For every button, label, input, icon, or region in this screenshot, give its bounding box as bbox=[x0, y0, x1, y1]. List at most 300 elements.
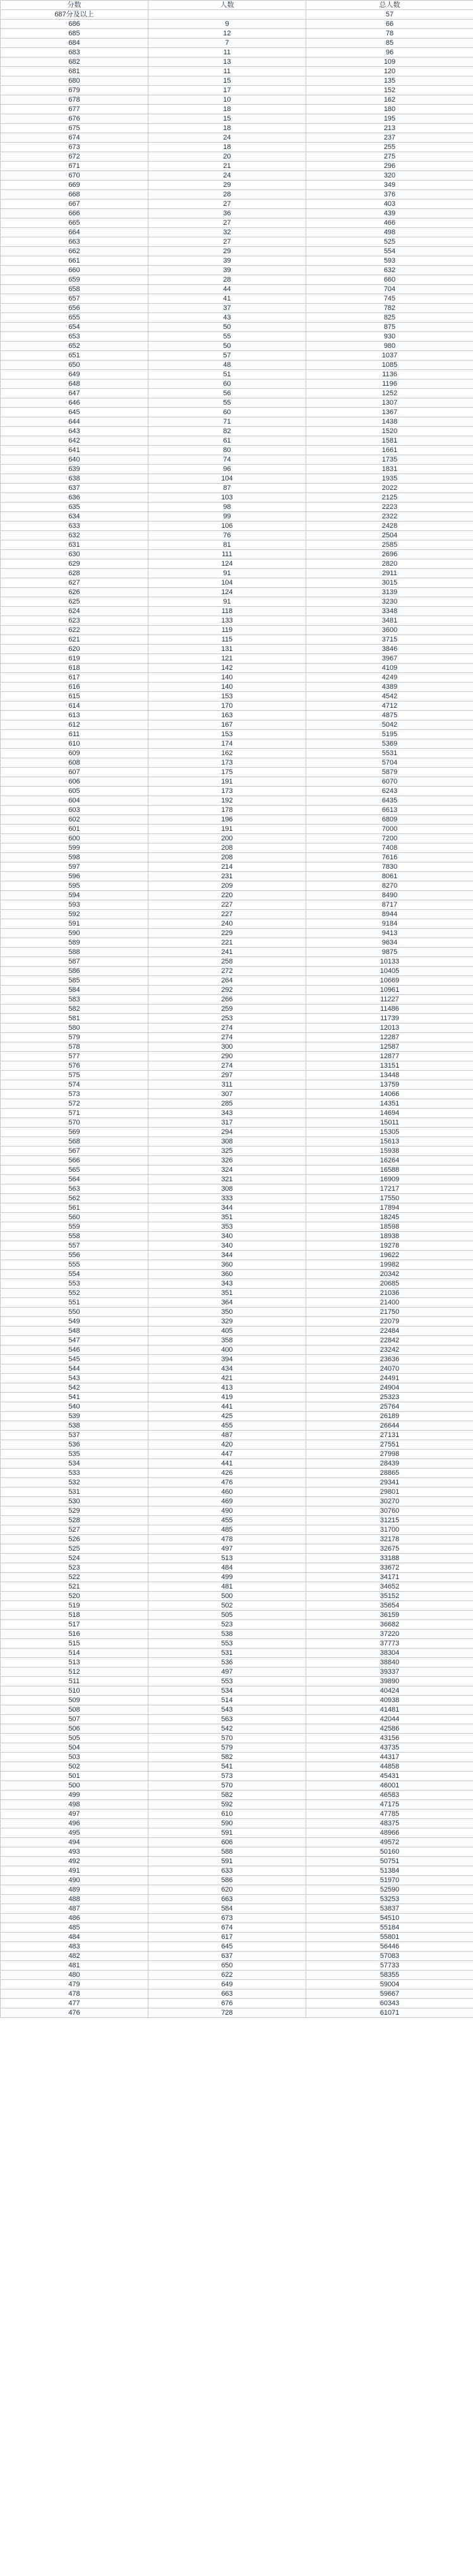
score-cell: 641 bbox=[1, 446, 148, 455]
count-cell: 497 bbox=[148, 1544, 306, 1554]
count-cell: 258 bbox=[148, 957, 306, 967]
total-cell: 9413 bbox=[306, 929, 473, 938]
total-cell: 3481 bbox=[306, 616, 473, 626]
total-cell: 10133 bbox=[306, 957, 473, 967]
score-cell: 526 bbox=[1, 1535, 148, 1544]
total-cell: 53837 bbox=[306, 1904, 473, 1914]
table-row bbox=[1, 1005, 473, 1014]
score-cell: 613 bbox=[1, 711, 148, 720]
score-cell: 500 bbox=[1, 1781, 148, 1791]
count-cell: 582 bbox=[148, 1791, 306, 1800]
score-cell: 542 bbox=[1, 1383, 148, 1393]
score-cell: 672 bbox=[1, 152, 148, 162]
score-cell: 547 bbox=[1, 1336, 148, 1345]
table-row bbox=[1, 351, 473, 361]
table-row bbox=[1, 531, 473, 540]
count-cell: 27 bbox=[148, 218, 306, 228]
table-row bbox=[1, 133, 473, 143]
table-row bbox=[1, 1109, 473, 1118]
total-cell: 439 bbox=[306, 209, 473, 218]
count-cell: 80 bbox=[148, 446, 306, 455]
total-cell: 12587 bbox=[306, 1042, 473, 1052]
score-cell: 597 bbox=[1, 862, 148, 872]
total-cell: 3230 bbox=[306, 597, 473, 607]
count-cell: 28 bbox=[148, 275, 306, 285]
total-cell: 35152 bbox=[306, 1592, 473, 1601]
count-cell: 584 bbox=[148, 1904, 306, 1914]
count-cell: 18 bbox=[148, 143, 306, 152]
count-cell: 353 bbox=[148, 1222, 306, 1232]
count-cell: 11 bbox=[148, 67, 306, 76]
total-cell: 6435 bbox=[306, 796, 473, 806]
count-cell: 253 bbox=[148, 1014, 306, 1023]
count-cell: 82 bbox=[148, 427, 306, 436]
count-cell: 50 bbox=[148, 342, 306, 351]
total-cell: 180 bbox=[306, 105, 473, 114]
count-cell: 421 bbox=[148, 1374, 306, 1383]
table-row bbox=[1, 635, 473, 645]
table-row bbox=[1, 844, 473, 853]
total-cell: 13151 bbox=[306, 1061, 473, 1071]
total-cell: 29341 bbox=[306, 1478, 473, 1488]
count-cell: 131 bbox=[148, 645, 306, 654]
score-cell: 517 bbox=[1, 1620, 148, 1630]
total-cell: 78 bbox=[306, 29, 473, 39]
score-cell: 562 bbox=[1, 1194, 148, 1203]
score-cell: 566 bbox=[1, 1156, 148, 1166]
count-cell: 36 bbox=[148, 209, 306, 218]
count-cell: 333 bbox=[148, 1194, 306, 1203]
count-cell: 240 bbox=[148, 919, 306, 929]
table-row bbox=[1, 332, 473, 342]
score-cell: 676 bbox=[1, 114, 148, 124]
score-cell: 521 bbox=[1, 1582, 148, 1592]
count-cell: 534 bbox=[148, 1686, 306, 1696]
table-row bbox=[1, 1866, 473, 1876]
count-cell: 645 bbox=[148, 1942, 306, 1952]
total-cell: 1438 bbox=[306, 417, 473, 427]
table-row bbox=[1, 1308, 473, 1317]
table-row bbox=[1, 1734, 473, 1743]
score-cell: 605 bbox=[1, 787, 148, 796]
score-cell: 522 bbox=[1, 1573, 148, 1582]
total-cell: 1935 bbox=[306, 474, 473, 484]
count-cell: 27 bbox=[148, 237, 306, 247]
total-cell: 109 bbox=[306, 57, 473, 67]
count-cell: 29 bbox=[148, 247, 306, 256]
count-cell: 76 bbox=[148, 531, 306, 540]
table-row bbox=[1, 1563, 473, 1573]
total-cell: 48375 bbox=[306, 1819, 473, 1828]
total-cell: 20342 bbox=[306, 1270, 473, 1279]
count-cell: 343 bbox=[148, 1109, 306, 1118]
count-cell: 121 bbox=[148, 654, 306, 664]
table-row bbox=[1, 540, 473, 550]
count-cell: 7 bbox=[148, 39, 306, 48]
table-row bbox=[1, 1270, 473, 1279]
table-row bbox=[1, 1876, 473, 1885]
score-cell: 524 bbox=[1, 1554, 148, 1563]
score-cell: 585 bbox=[1, 976, 148, 986]
total-cell: 2223 bbox=[306, 503, 473, 512]
table-row bbox=[1, 503, 473, 512]
count-cell: 259 bbox=[148, 1005, 306, 1014]
total-cell: 525 bbox=[306, 237, 473, 247]
table-row bbox=[1, 787, 473, 796]
count-cell: 98 bbox=[148, 503, 306, 512]
count-cell: 51 bbox=[148, 370, 306, 379]
table-row bbox=[1, 1450, 473, 1459]
total-cell: 2022 bbox=[306, 484, 473, 493]
total-cell: 5042 bbox=[306, 720, 473, 730]
table-row bbox=[1, 1592, 473, 1601]
table-row bbox=[1, 1279, 473, 1289]
count-cell: 543 bbox=[148, 1705, 306, 1715]
table-row bbox=[1, 200, 473, 209]
score-cell: 531 bbox=[1, 1488, 148, 1497]
count-cell: 15 bbox=[148, 114, 306, 124]
total-cell: 21036 bbox=[306, 1289, 473, 1298]
score-cell: 541 bbox=[1, 1393, 148, 1402]
total-cell: 1136 bbox=[306, 370, 473, 379]
count-cell: 364 bbox=[148, 1298, 306, 1308]
score-cell: 619 bbox=[1, 654, 148, 664]
table-row bbox=[1, 664, 473, 673]
header-total: 总人数 bbox=[306, 1, 473, 10]
score-cell: 620 bbox=[1, 645, 148, 654]
count-cell: 20 bbox=[148, 152, 306, 162]
count-cell: 570 bbox=[148, 1781, 306, 1791]
score-cell: 582 bbox=[1, 1005, 148, 1014]
table-row bbox=[1, 976, 473, 986]
total-cell: 42044 bbox=[306, 1715, 473, 1724]
score-cell: 482 bbox=[1, 1952, 148, 1961]
score-cell: 528 bbox=[1, 1516, 148, 1525]
score-cell: 635 bbox=[1, 503, 148, 512]
total-cell: 12877 bbox=[306, 1052, 473, 1061]
score-cell: 501 bbox=[1, 1772, 148, 1781]
score-cell: 661 bbox=[1, 256, 148, 266]
table-row bbox=[1, 853, 473, 862]
table-row bbox=[1, 758, 473, 768]
count-cell: 104 bbox=[148, 474, 306, 484]
total-cell: 12287 bbox=[306, 1033, 473, 1042]
score-cell: 511 bbox=[1, 1677, 148, 1686]
count-cell: 9 bbox=[148, 20, 306, 29]
total-cell: 56446 bbox=[306, 1942, 473, 1952]
score-cell: 642 bbox=[1, 436, 148, 446]
score-cell: 629 bbox=[1, 559, 148, 569]
table-row bbox=[1, 929, 473, 938]
total-cell: 28439 bbox=[306, 1459, 473, 1469]
total-cell: 593 bbox=[306, 256, 473, 266]
count-cell: 434 bbox=[148, 1364, 306, 1374]
count-cell: 573 bbox=[148, 1772, 306, 1781]
table-row bbox=[1, 436, 473, 446]
total-cell: 2820 bbox=[306, 559, 473, 569]
count-cell: 663 bbox=[148, 1895, 306, 1904]
total-cell: 43735 bbox=[306, 1743, 473, 1753]
table-row bbox=[1, 701, 473, 711]
count-cell: 174 bbox=[148, 739, 306, 749]
score-cell: 478 bbox=[1, 1989, 148, 1999]
table-row bbox=[1, 427, 473, 436]
count-cell: 481 bbox=[148, 1582, 306, 1592]
score-cell: 537 bbox=[1, 1431, 148, 1440]
score-cell: 589 bbox=[1, 938, 148, 948]
table-row bbox=[1, 1516, 473, 1525]
count-cell: 502 bbox=[148, 1601, 306, 1611]
score-cell: 622 bbox=[1, 626, 148, 635]
score-cell: 678 bbox=[1, 95, 148, 105]
score-cell: 645 bbox=[1, 408, 148, 417]
total-cell: 61071 bbox=[306, 2008, 473, 2018]
table-row bbox=[1, 1402, 473, 1412]
score-cell: 583 bbox=[1, 995, 148, 1005]
table-row bbox=[1, 218, 473, 228]
count-cell: 637 bbox=[148, 1952, 306, 1961]
total-cell: 53253 bbox=[306, 1895, 473, 1904]
count-cell: 499 bbox=[148, 1573, 306, 1582]
score-cell: 487 bbox=[1, 1904, 148, 1914]
table-row bbox=[1, 1847, 473, 1857]
count-cell: 175 bbox=[148, 768, 306, 777]
count-cell: 307 bbox=[148, 1090, 306, 1099]
table-row bbox=[1, 465, 473, 474]
count-cell: 196 bbox=[148, 815, 306, 825]
total-cell: 349 bbox=[306, 181, 473, 190]
score-cell: 638 bbox=[1, 474, 148, 484]
table-row bbox=[1, 910, 473, 919]
total-cell: 32178 bbox=[306, 1535, 473, 1544]
score-cell: 684 bbox=[1, 39, 148, 48]
count-cell: 676 bbox=[148, 1999, 306, 2008]
table-row bbox=[1, 474, 473, 484]
count-cell: 44 bbox=[148, 285, 306, 294]
table-row bbox=[1, 777, 473, 787]
score-cell: 603 bbox=[1, 806, 148, 815]
count-cell: 500 bbox=[148, 1592, 306, 1601]
score-cell: 587 bbox=[1, 957, 148, 967]
score-cell: 671 bbox=[1, 162, 148, 171]
total-cell: 5531 bbox=[306, 749, 473, 758]
table-row bbox=[1, 1497, 473, 1506]
count-cell: 317 bbox=[148, 1118, 306, 1128]
table-row bbox=[1, 1923, 473, 1933]
score-cell: 491 bbox=[1, 1866, 148, 1876]
score-cell: 637 bbox=[1, 484, 148, 493]
total-cell: 54510 bbox=[306, 1914, 473, 1923]
total-cell: 18938 bbox=[306, 1232, 473, 1241]
score-cell: 492 bbox=[1, 1857, 148, 1866]
score-cell: 584 bbox=[1, 986, 148, 995]
count-cell: 513 bbox=[148, 1554, 306, 1563]
total-cell: 19982 bbox=[306, 1260, 473, 1270]
score-cell: 685 bbox=[1, 29, 148, 39]
table-row bbox=[1, 143, 473, 152]
header-count: 人数 bbox=[148, 1, 306, 10]
count-cell: 18 bbox=[148, 124, 306, 133]
score-cell: 543 bbox=[1, 1374, 148, 1383]
table-row bbox=[1, 1677, 473, 1686]
table-row bbox=[1, 806, 473, 815]
total-cell: 41481 bbox=[306, 1705, 473, 1715]
score-cell: 607 bbox=[1, 768, 148, 777]
count-cell: 241 bbox=[148, 948, 306, 957]
score-cell: 651 bbox=[1, 351, 148, 361]
score-cell: 625 bbox=[1, 597, 148, 607]
table-row bbox=[1, 1914, 473, 1923]
count-cell: 142 bbox=[148, 664, 306, 673]
total-cell: 15613 bbox=[306, 1137, 473, 1147]
score-cell: 657 bbox=[1, 294, 148, 304]
table-row bbox=[1, 1213, 473, 1222]
total-cell: 8717 bbox=[306, 900, 473, 910]
score-cell: 545 bbox=[1, 1355, 148, 1364]
score-cell: 496 bbox=[1, 1819, 148, 1828]
score-cell: 593 bbox=[1, 900, 148, 910]
table-row bbox=[1, 1298, 473, 1308]
table-row bbox=[1, 228, 473, 237]
count-cell: 476 bbox=[148, 1478, 306, 1488]
count-cell: 140 bbox=[148, 673, 306, 683]
count-cell: 103 bbox=[148, 493, 306, 503]
total-cell: 8270 bbox=[306, 881, 473, 891]
table-row bbox=[1, 512, 473, 522]
total-cell: 237 bbox=[306, 133, 473, 143]
total-cell: 632 bbox=[306, 266, 473, 275]
total-cell: 46583 bbox=[306, 1791, 473, 1800]
count-cell: 272 bbox=[148, 967, 306, 976]
table-row bbox=[1, 1630, 473, 1639]
count-cell: 208 bbox=[148, 844, 306, 853]
total-cell: 255 bbox=[306, 143, 473, 152]
table-row bbox=[1, 1222, 473, 1232]
count-cell: 321 bbox=[148, 1175, 306, 1184]
score-cell: 634 bbox=[1, 512, 148, 522]
count-cell: 290 bbox=[148, 1052, 306, 1061]
score-cell: 571 bbox=[1, 1109, 148, 1118]
table-row bbox=[1, 1904, 473, 1914]
count-cell: 617 bbox=[148, 1933, 306, 1942]
table-row bbox=[1, 48, 473, 57]
table-row bbox=[1, 1052, 473, 1061]
table-row bbox=[1, 1989, 473, 1999]
score-cell: 569 bbox=[1, 1128, 148, 1137]
count-cell: 43 bbox=[148, 313, 306, 323]
score-cell: 567 bbox=[1, 1147, 148, 1156]
score-cell: 476 bbox=[1, 2008, 148, 2018]
count-cell: 200 bbox=[148, 834, 306, 844]
count-cell: 153 bbox=[148, 730, 306, 739]
total-cell: 58355 bbox=[306, 1971, 473, 1980]
score-cell: 611 bbox=[1, 730, 148, 739]
score-cell: 556 bbox=[1, 1251, 148, 1260]
score-cell: 551 bbox=[1, 1298, 148, 1308]
count-cell: 32 bbox=[148, 228, 306, 237]
score-cell: 574 bbox=[1, 1080, 148, 1090]
total-cell: 33672 bbox=[306, 1563, 473, 1573]
score-cell: 568 bbox=[1, 1137, 148, 1147]
count-cell: 425 bbox=[148, 1412, 306, 1421]
score-cell: 586 bbox=[1, 967, 148, 976]
score-cell: 630 bbox=[1, 550, 148, 559]
table-row bbox=[1, 919, 473, 929]
table-row bbox=[1, 1090, 473, 1099]
count-cell: 311 bbox=[148, 1080, 306, 1090]
score-cell: 649 bbox=[1, 370, 148, 379]
total-cell: 17217 bbox=[306, 1184, 473, 1194]
count-cell: 663 bbox=[148, 1989, 306, 1999]
table-row bbox=[1, 1544, 473, 1554]
total-cell: 11227 bbox=[306, 995, 473, 1005]
score-cell: 652 bbox=[1, 342, 148, 351]
score-cell: 518 bbox=[1, 1611, 148, 1620]
table-row bbox=[1, 692, 473, 701]
total-cell: 27998 bbox=[306, 1450, 473, 1459]
count-cell: 115 bbox=[148, 635, 306, 645]
total-cell: 85 bbox=[306, 39, 473, 48]
total-cell: 980 bbox=[306, 342, 473, 351]
count-cell: 41 bbox=[148, 294, 306, 304]
table-row bbox=[1, 256, 473, 266]
table-row bbox=[1, 900, 473, 910]
score-cell: 670 bbox=[1, 171, 148, 181]
table-row bbox=[1, 1772, 473, 1781]
table-row bbox=[1, 1838, 473, 1847]
header-score: 分数 bbox=[1, 1, 148, 10]
score-cell: 497 bbox=[1, 1810, 148, 1819]
count-cell: 13 bbox=[148, 57, 306, 67]
total-cell: 22842 bbox=[306, 1336, 473, 1345]
total-cell: 2585 bbox=[306, 540, 473, 550]
score-cell: 514 bbox=[1, 1649, 148, 1658]
count-cell: 340 bbox=[148, 1241, 306, 1251]
table-row bbox=[1, 986, 473, 995]
count-cell: 214 bbox=[148, 862, 306, 872]
table-row bbox=[1, 408, 473, 417]
score-cell: 519 bbox=[1, 1601, 148, 1611]
total-cell: 195 bbox=[306, 114, 473, 124]
table-row bbox=[1, 1147, 473, 1156]
score-cell: 499 bbox=[1, 1791, 148, 1800]
total-cell: 47785 bbox=[306, 1810, 473, 1819]
total-cell: 38840 bbox=[306, 1658, 473, 1667]
count-cell: 514 bbox=[148, 1696, 306, 1705]
total-cell: 15011 bbox=[306, 1118, 473, 1128]
table-row bbox=[1, 522, 473, 531]
table-row bbox=[1, 1166, 473, 1175]
score-cell: 484 bbox=[1, 1933, 148, 1942]
score-cell: 481 bbox=[1, 1961, 148, 1971]
table-row bbox=[1, 1686, 473, 1696]
table-row bbox=[1, 1885, 473, 1895]
table-row bbox=[1, 171, 473, 181]
count-cell: 39 bbox=[148, 266, 306, 275]
score-cell: 680 bbox=[1, 76, 148, 86]
count-cell: 178 bbox=[148, 806, 306, 815]
score-cell: 679 bbox=[1, 86, 148, 95]
count-cell: 591 bbox=[148, 1857, 306, 1866]
score-cell: 665 bbox=[1, 218, 148, 228]
table-row bbox=[1, 1014, 473, 1023]
total-cell: 275 bbox=[306, 152, 473, 162]
table-row bbox=[1, 1336, 473, 1345]
count-cell: 208 bbox=[148, 853, 306, 862]
score-cell: 609 bbox=[1, 749, 148, 758]
count-cell: 542 bbox=[148, 1724, 306, 1734]
count-cell: 586 bbox=[148, 1876, 306, 1885]
